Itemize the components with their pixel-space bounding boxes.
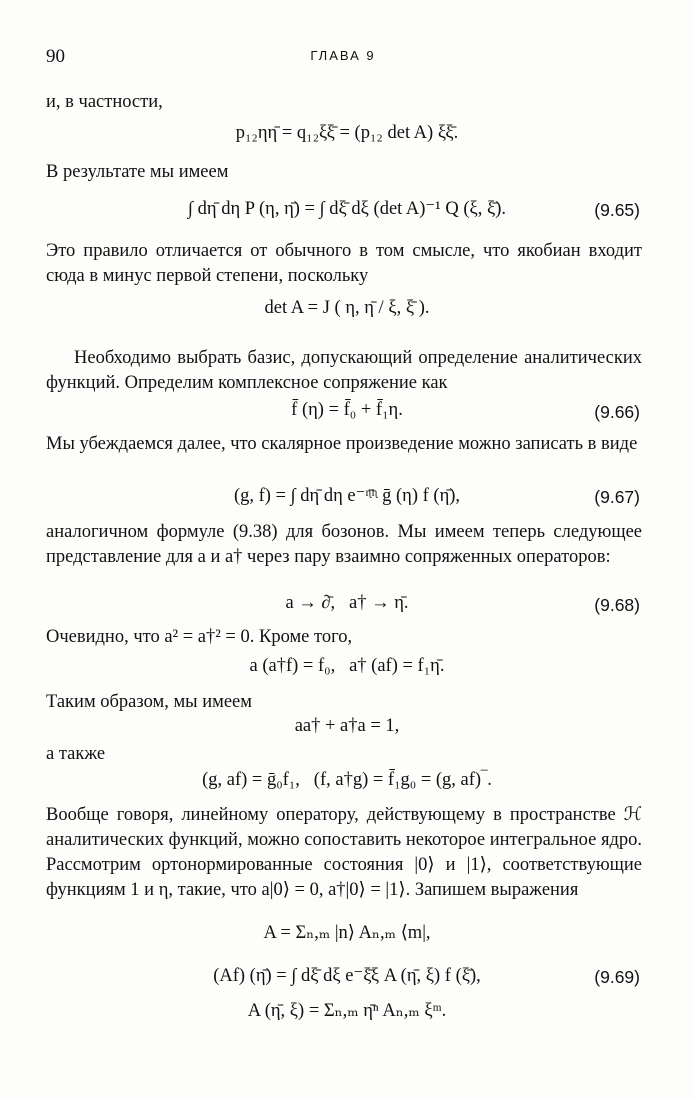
- page-number: 90: [46, 46, 65, 67]
- equation-number: (9.68): [594, 595, 640, 615]
- equation: p₁₂ηη̄ = q₁₂ξξ̄ = (p₁₂ det A) ξξ̄.: [235, 123, 459, 143]
- paragraph: Необходимо выбрать базис, допускающий определение аналитических функций. Определим комплексное сопряжение как: [46, 348, 642, 393]
- paragraph: аналогичном формуле (9.38) для бозонов. Мы имеем теперь следующее представление для a и a† через пару взаимно сопряженных операторов:: [46, 522, 642, 567]
- equation: a (a†f) = f₀, a† (af) = f₁η̄.: [249, 656, 445, 676]
- paragraph: Мы убеждаемся далее, что скалярное произведение можно записать в виде: [46, 434, 638, 454]
- equation-number: (9.67): [594, 487, 640, 507]
- equation-number: (9.69): [594, 967, 640, 987]
- equation: det A = J ( η, η̄ / ξ, ξ̄ ).: [264, 298, 430, 318]
- equation: A (η̄, ξ) = Σₙ,ₘ η̄ⁿ Aₙ,ₘ ξᵐ.: [247, 1001, 447, 1021]
- text-line: и, в частности,: [46, 92, 163, 112]
- equation: (g, af) = ḡ₀f₁, (f, a†g) = f̄₁g₀ = (g, af)‾.: [202, 770, 492, 790]
- equation: aa† + a†a = 1,: [294, 716, 400, 736]
- equation-9-65: ∫ dη̄ dη P (η, η̄) = ∫ dξ̄ dξ (det A)⁻¹ Q (ξ, ξ̄).: [187, 199, 507, 219]
- paragraph: Вообще говоря, линейному оператору, действующему в пространстве ℋ аналитических функций, можно сопоставить некоторое интегральное ядро. Рассмотрим ортонормированные состояния |0⟩ и |1⟩, соответствующие функциям 1 и η, такие, что a|0⟩ = 0, a†|0⟩ = |1⟩. Запишем выражения: [46, 805, 642, 900]
- text-line: Очевидно, что a² = a†² = 0. Кроме того,: [46, 627, 353, 647]
- equation-9-66: f̄ (η) = f̄₀ + f̄₁η.: [291, 400, 403, 420]
- equation-9-69: (Af) (η̄) = ∫ dξ̄ dξ e⁻ξ̄ξ A (η̄, ξ) f (ξ̄),: [213, 966, 481, 986]
- equation-9-67: (g, f) = ∫ dη̄ dη e⁻ᶯ̄ᶯ ḡ (η) f (η̄),: [233, 486, 461, 506]
- text-line: В результате мы имеем: [46, 162, 229, 182]
- equation-9-68: a → ∂̄, a† → η̄.: [285, 593, 409, 613]
- equation-number: (9.65): [594, 200, 640, 220]
- text-line: Таким образом, мы имеем: [46, 692, 252, 712]
- equation: A = Σₙ,ₘ |n⟩ Aₙ,ₘ ⟨m|,: [263, 923, 431, 943]
- equation-number: (9.66): [594, 402, 640, 422]
- paragraph: Это правило отличается от обычного в том смысле, что якобиан входит сюда в минус первой степени, поскольку: [46, 241, 642, 286]
- page-header: [46, 46, 640, 70]
- chapter-title: ГЛАВА 9: [310, 48, 376, 63]
- text-line: а также: [46, 744, 106, 764]
